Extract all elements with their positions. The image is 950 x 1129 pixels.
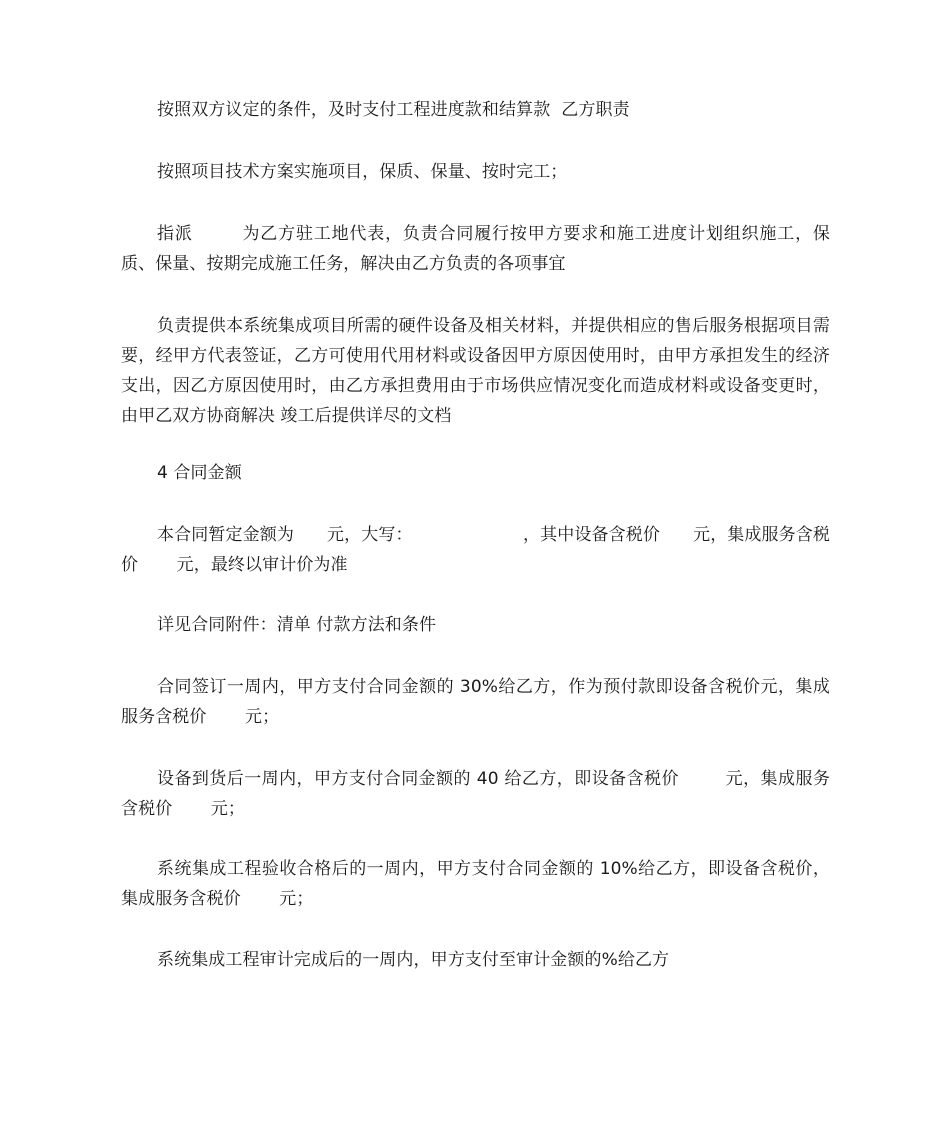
- paragraph-contract-amount: 本合同暂定金额为 元，大写： ，其中设备含税价 元，集成服务含税价 元，最终以审计价为准: [121, 525, 830, 575]
- paragraph-payment-advance: 合同签订一周内，甲方支付合同金额的 30%给乙方，作为预付款即设备含税价元，集成服务含税价 元；: [121, 677, 830, 727]
- paragraph-party-b-implementation: 按照项目技术方案实施项目，保质、保量、按时完工；: [157, 162, 568, 182]
- paragraph-site-representative: 指派 为乙方驻工地代表，负责合同履行按甲方要求和施工进度计划组织施工，保质、保量、按期完成施工任务，解决由乙方负责的各项事宜: [121, 224, 830, 274]
- paragraph-equipment-supply: 负责提供本系统集成项目所需的硬件设备及相关材料，并提供相应的售后服务根据项目需要，经甲方代表签证，乙方可使用代用材料或设备因甲方原因使用时，由甲方承担发生的经济支出，因乙方原因使用时，由乙方承担费用由于市场供应情况变化而造成材料或设备变更时，由甲乙双方协商解决 竣工后提供详尽的文档: [121, 316, 830, 426]
- paragraph-payment-acceptance: 系统集成工程验收合格后的一周内，甲方支付合同金额的 10%给乙方，即设备含税价，集成服务含税价 元；: [121, 859, 830, 909]
- paragraph-payment-delivery: 设备到货后一周内，甲方支付合同金额的 40 给乙方，即设备含税价 元，集成服务含税价 元；: [121, 769, 830, 819]
- paragraph-party-a-payment: 按照双方议定的条件，及时支付工程进度款和结算款 乙方职责: [157, 100, 630, 120]
- paragraph-payment-audit: 系统集成工程审计完成后的一周内，甲方支付至审计金额的%给乙方: [157, 950, 670, 970]
- section-heading-contract-amount: 4 合同金额: [157, 463, 242, 483]
- paragraph-attachment-payment-method: 详见合同附件：清单 付款方法和条件: [157, 615, 437, 635]
